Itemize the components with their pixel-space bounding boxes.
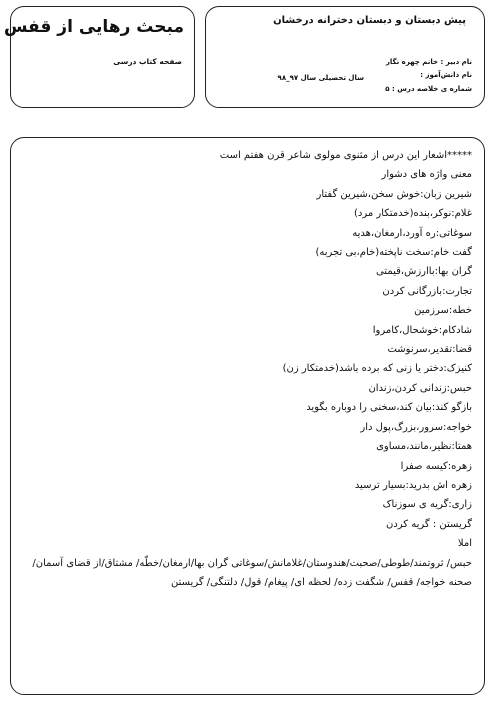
summary-line: گفت خام:سخت ناپخته(خام،بی تجربه) bbox=[315, 247, 472, 259]
summary-line: تجارت:بازرگانی کردن bbox=[382, 285, 472, 297]
lesson-title: مبحث رهایی از قفس bbox=[3, 17, 184, 37]
summary-line: گران بها:باارزش،قیمتی bbox=[375, 266, 472, 278]
textbook-page-label: صفحه کتاب درسی bbox=[113, 57, 182, 66]
dictation-words: حبس/ ثروتمند/طوطی/صحبت/هندوستان/غلامانش/سوغاتی گران بها/ارمغان/خطّه/ مشتاق/از قضای آسمان/ صحنه خواجه/ قفس/ شگفت زده/ لحظه ای/ پیغام/ قول/ دلتنگی/ گریستن bbox=[32, 557, 472, 588]
dictation-heading: املا bbox=[457, 538, 472, 550]
summary-line: خطه:سرزمین bbox=[414, 305, 472, 317]
summary-lines bbox=[17, 146, 472, 592]
summary-line: *****اشعار این درس از مثنوی مولوی شاعر قرن هفتم است bbox=[219, 150, 472, 161]
content-box bbox=[10, 137, 485, 695]
summary-line: شیرین زبان:خوش سخن،شیرین گفتار bbox=[316, 188, 472, 200]
summary-line: زهره اش بدرید:بسیار ترسید bbox=[354, 479, 472, 491]
summary-line: قضا:تقدیر،سرنوشت bbox=[387, 344, 472, 356]
summary-line: گریستن : گریه کردن bbox=[385, 518, 472, 530]
summary-line: بازگو کند:بیان کند،سخنی را دوباره بگوید bbox=[306, 402, 472, 414]
summary-line: حبس:زندانی کردن،زندان bbox=[368, 382, 472, 394]
summary-line: غلام:نوکر،بنده(خدمتکار مرد) bbox=[353, 208, 472, 220]
summary-line: زاری:گریه ی سوزناک bbox=[382, 499, 472, 511]
school-year: سال تحصیلی سال ۹۷_۹۸ bbox=[277, 74, 364, 82]
header-left-box bbox=[3, 6, 195, 108]
summary-line: همتا:نظیر،مانند،مساوی bbox=[376, 441, 472, 453]
school-name: پیش دبستان و دبستان دخترانه درخشان bbox=[273, 15, 466, 26]
summary-line: خواجه:سرور،بزرگ،پول دار bbox=[360, 421, 472, 433]
summary-line: سوغاتی:ره آورد،ارمغان،هدیه bbox=[352, 227, 472, 239]
summary-line: معنی واژه های دشوار bbox=[381, 169, 472, 181]
summary-line: کنیزک:دختر یا زنی که برده باشد(خدمتکار زن) bbox=[282, 363, 472, 375]
teacher-name: نام دبیر : خانم چهره نگار bbox=[385, 58, 472, 66]
summary-line: شادکام:خوشحال،کامروا bbox=[372, 324, 472, 336]
summary-line: زهره:کیسه صفرا bbox=[400, 460, 472, 472]
lesson-summary-number: شماره ی خلاصه درس : ۵ bbox=[385, 85, 472, 93]
header-right-box bbox=[205, 6, 485, 108]
student-name-label: نام دانش‌آموز : bbox=[420, 71, 472, 79]
